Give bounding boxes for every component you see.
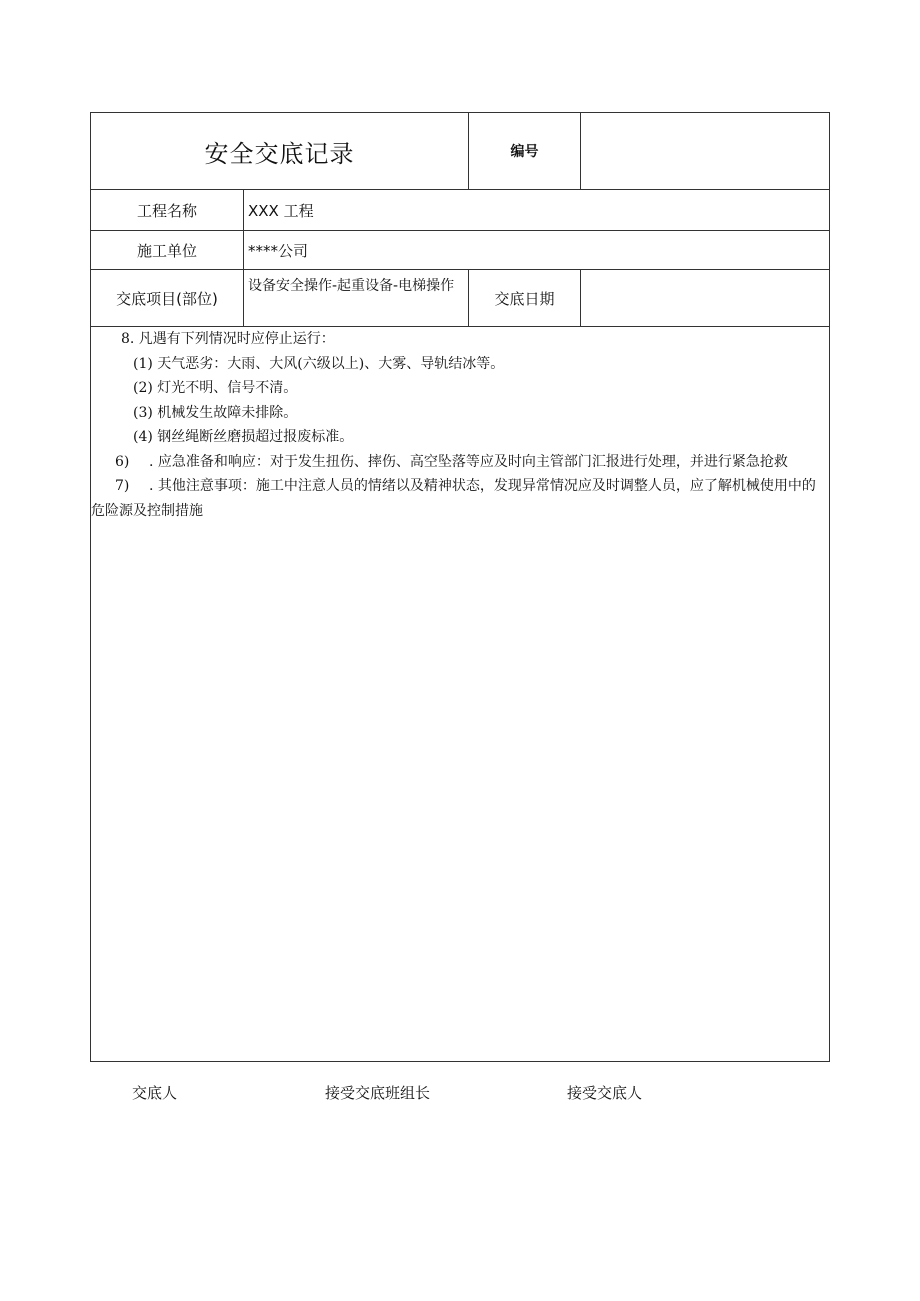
- receiver-label: 接受交底人: [567, 1084, 643, 1102]
- content-line: (3) 机械发生故障未排除。: [133, 404, 298, 421]
- number-field[interactable]: [581, 113, 829, 189]
- content-line: (1) 天气恶劣：大雨、大风(六级以上)、大雾、导轨结冰等。: [133, 355, 505, 372]
- presenter-label: 交底人: [132, 1084, 178, 1102]
- briefing-date-field[interactable]: [581, 270, 829, 326]
- briefing-date-label: 交底日期: [494, 289, 555, 308]
- content-line: 8. 凡遇有下列情况时应停止运行：: [121, 331, 335, 347]
- team-leader-label: 接受交底班组长: [325, 1084, 431, 1102]
- content-line: (4) 钢丝绳断丝磨损超过报废标准。: [133, 429, 354, 445]
- paragraph-text: . 其他注意事项：施工中注意人员的情绪以及精神状态，发现异常情况应及时调整人员，应了解机械使用中的危险源及控制措施: [91, 478, 816, 519]
- construction-unit-label: 施工单位: [136, 241, 197, 260]
- number-label: 编号: [510, 144, 539, 160]
- content-paragraph-6: [91, 450, 829, 475]
- briefing-item-field[interactable]: 设备安全操作-起重设备-电梯操作: [248, 278, 455, 294]
- form-title: 安全交底记录: [204, 139, 355, 168]
- paragraph-text: . 应急准备和响应：对于发生扭伤、摔伤、高空坠落等应及时向主管部门汇报进行处理，并进行紧急抢救: [149, 453, 788, 470]
- paragraph-number: 6): [115, 453, 130, 470]
- construction-unit-field[interactable]: ****公司: [248, 241, 309, 260]
- safety-briefing-form: [90, 112, 830, 1062]
- paragraph-number: 7): [115, 478, 130, 494]
- content-paragraph-7: [91, 474, 829, 523]
- briefing-item-label: 交底项目(部位): [116, 289, 218, 308]
- content-line: (2) 灯光不明、信号不清。: [133, 380, 298, 396]
- briefing-content: [91, 327, 829, 523]
- project-name-field[interactable]: XXX 工程: [248, 201, 314, 220]
- project-name-label: 工程名称: [136, 201, 197, 220]
